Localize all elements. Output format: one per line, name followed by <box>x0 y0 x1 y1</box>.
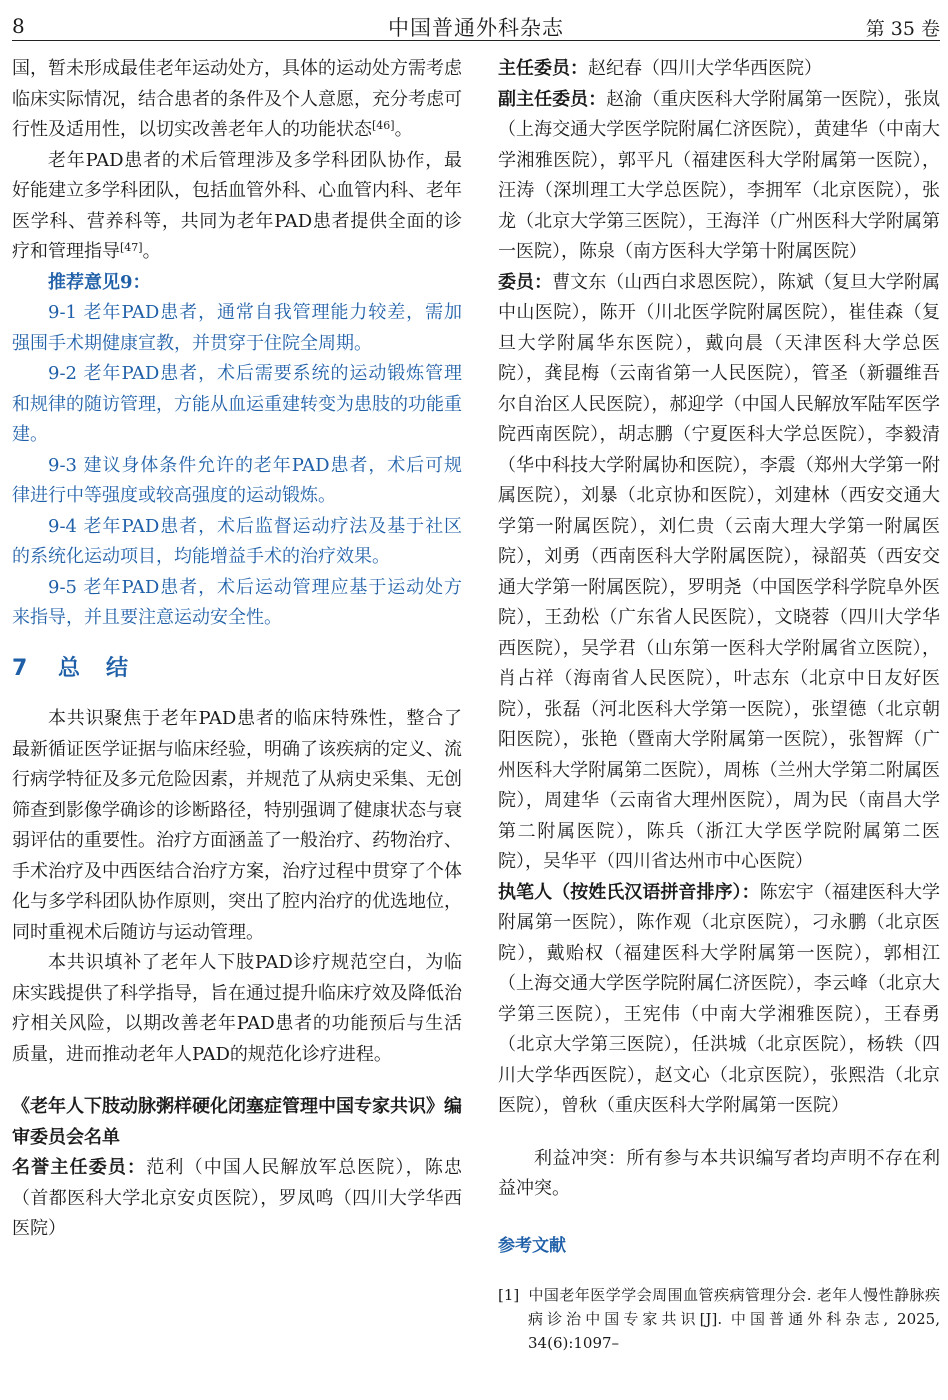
chair-label: 主任委员： <box>498 58 588 79</box>
paragraph-exercise-prescription <box>12 54 462 146</box>
conflict-of-interest: 利益冲突：所有参与本共识编写者均声明不存在利益冲突。 <box>498 1147 940 1199</box>
writers-label: 执笔人（按姓氏汉语拼音排序）： <box>498 881 760 903</box>
recommendation-9-5: 9-5 老年PAD患者，术后运动管理应基于运动处方来指导，并且要注意运动安全性。 <box>12 576 462 628</box>
vice-chairs <box>498 85 940 268</box>
citation-46[interactable]: [46] <box>372 119 395 132</box>
honorary-chairs <box>12 1153 462 1245</box>
reference-item <box>498 1283 940 1355</box>
recommendation-title: 推荐意见9： <box>48 271 151 293</box>
citation-47[interactable]: [47] <box>120 241 143 254</box>
chair-text: 赵纪春（四川大学华西医院） <box>588 58 822 79</box>
recommendation-9-2: 9-2 老年PAD患者，术后需要系统的运动锻炼管理和规律的随访管理，方能从血运重建转变为患肢的功能重建。 <box>12 363 462 445</box>
vice-label: 副主任委员： <box>498 88 607 110</box>
honorary-text: 范利（中国人民解放军总医院），陈忠（首都医科大学北京安贞医院），罗凤鸣（四川大学华西医院） <box>12 1157 462 1239</box>
paragraph-text: 老年PAD患者的术后管理涉及多学科团队协作，最好能建立多学科团队，包括血管外科、心血管内科、老年医学科、营养科等，共同为老年PAD患者提供全面的诊疗和管理指导 <box>12 149 462 262</box>
recommendation-9-1: 9-1 老年PAD患者，通常自我管理能力较差，需加强围手术期健康宣教，并贯穿于住院全周期。 <box>12 302 462 354</box>
references-heading: 参考文献 <box>498 1235 566 1256</box>
right-column <box>498 54 940 1355</box>
vice-text: 赵渝（重庆医科大学附属第一医院），张岚（上海交通大学医学院附属仁济医院），黄建华（中南大学湘雅医院），郭平凡（福建医科大学附属第一医院），汪涛（深圳理工大学总医院），李拥军（北京医院），张龙（北京大学第三医院），王海洋（广州医科大学附属第一医院），陈泉（南方医科大学第十附属医院） <box>498 88 940 262</box>
reference-text: 中国老年医学学会周围血管疾病管理分会. 老年人慢性静脉疾病诊治中国专家共识[J]. 中国普通外科杂志, 2025, 34(6):1097– <box>528 1286 940 1352</box>
page-number: 8 <box>12 14 25 38</box>
volume-label: 第 35 卷 <box>865 18 940 40</box>
section-heading-summary <box>12 654 462 685</box>
section-number: 7 <box>12 655 30 681</box>
paragraph-mdt <box>12 146 462 268</box>
summary-paragraph-1: 本共识聚焦于老年PAD患者的临床特殊性，整合了最新循证医学证据与临床经验，明确了该疾病的定义、流行病学特征及多元危险因素，并规范了从病史采集、无创筛查到影像学确诊的诊断路径，特别强调了健康状态与衰弱评估的重要性。治疗方面涵盖了一般治疗、药物治疗、手术治疗及中西医结合治疗方案，治疗过程中贯穿了个体化与多学科团队协作原则，突出了腔内治疗的优选地位，同时重视术后随访与运动管理。 <box>12 708 462 943</box>
reference-number: [1] <box>498 1286 520 1304</box>
left-column <box>12 54 462 1245</box>
paragraph-text: 国，暂未形成最佳老年运动处方，具体的运动处方需考虑临床实际情况，结合患者的条件及个人意愿，充分考虑可行性及适用性，以切实改善老年人的功能状态 <box>12 58 462 140</box>
committee-title: 《老年人下肢动脉粥样硬化闭塞症管理中国专家共识》编审委员会名单 <box>12 1096 462 1148</box>
punctuation: 。 <box>142 241 161 262</box>
members <box>498 268 940 878</box>
writers <box>498 878 940 1122</box>
recommendation-9-3: 9-3 建议身体条件允许的老年PAD患者，术后可规律进行中等强度或较高强度的运动锻炼。 <box>12 454 462 506</box>
writers-text: 陈宏宇（福建医科大学附属第一医院），陈作观（北京医院），刁永鹏（北京医院），戴贻权（福建医科大学附属第一医院），郭相江（上海交通大学医学院附属仁济医院），李云峰（北京大学第三医院），王宪伟（中南大学湘雅医院），王春勇（北京大学第三医院），任洪城（北京医院），杨轶（四川大学华西医院），赵文心（北京医院），张熙浩（北京医院），曾秋（重庆医科大学附属第一医院） <box>498 881 940 1116</box>
journal-title: 中国普通外科杂志 <box>388 16 564 40</box>
recommendation-9-4: 9-4 老年PAD患者，术后监督运动疗法及基于社区的系统化运动项目，均能增益手术的治疗效果。 <box>12 515 462 567</box>
punctuation: 。 <box>394 119 413 140</box>
members-label: 委员： <box>498 271 553 293</box>
summary-paragraph-2: 本共识填补了老年人下肢PAD诊疗规范空白，为临床实践提供了科学指导，旨在通过提升临床疗效及降低治疗相关风险，以期改善老年PAD患者的功能预后与生活质量，进而推动老年人PAD的规范化诊疗进程。 <box>12 952 462 1065</box>
chair <box>498 54 940 85</box>
page-header <box>12 8 940 41</box>
members-text: 曹文东（山西白求恩医院），陈斌（复旦大学附属中山医院），陈开（川北医学院附属医院），崔佳森（复旦大学附属华东医院），戴向晨（天津医科大学总医院），龚昆梅（云南省第一人民医院），管圣（新疆维吾尔自治区人民医院），郝迎学（中国人民解放军陆军医学院西南医院），胡志鹏（宁夏医科大学总医院），李毅清（华中科技大学附属协和医院），李震（郑州大学第一附属医院），刘暴（北京协和医院），刘建林（西安交通大学第一附属医院），刘仁贵（云南大理大学第一附属医院），刘勇（西南医科大学附属医院），禄韶英（西安交通大学第一附属医院），罗明尧（中国医学科学院阜外医院），王劲松（广东省人民医院），文晓蓉（四川大学华西医院），吴学君（山东第一医科大学附属省立医院），肖占祥（海南省人民医院），叶志东（北京中日友好医院），张磊（河北医科大学第一医院），张望德（北京朝阳医院），张艳（暨南大学附属第一医院），张智辉（广州医科大学附属第二医院），周栋（兰州大学第二附属医院），周建华（云南省大理州医院），周为民（南昌大学第二附属医院），陈兵（浙江大学医学院附属第二医院），吴华平（四川省达州市中心医院） <box>498 271 940 872</box>
section-title: 总 结 <box>58 655 131 681</box>
honorary-label: 名誉主任委员： <box>12 1157 147 1178</box>
